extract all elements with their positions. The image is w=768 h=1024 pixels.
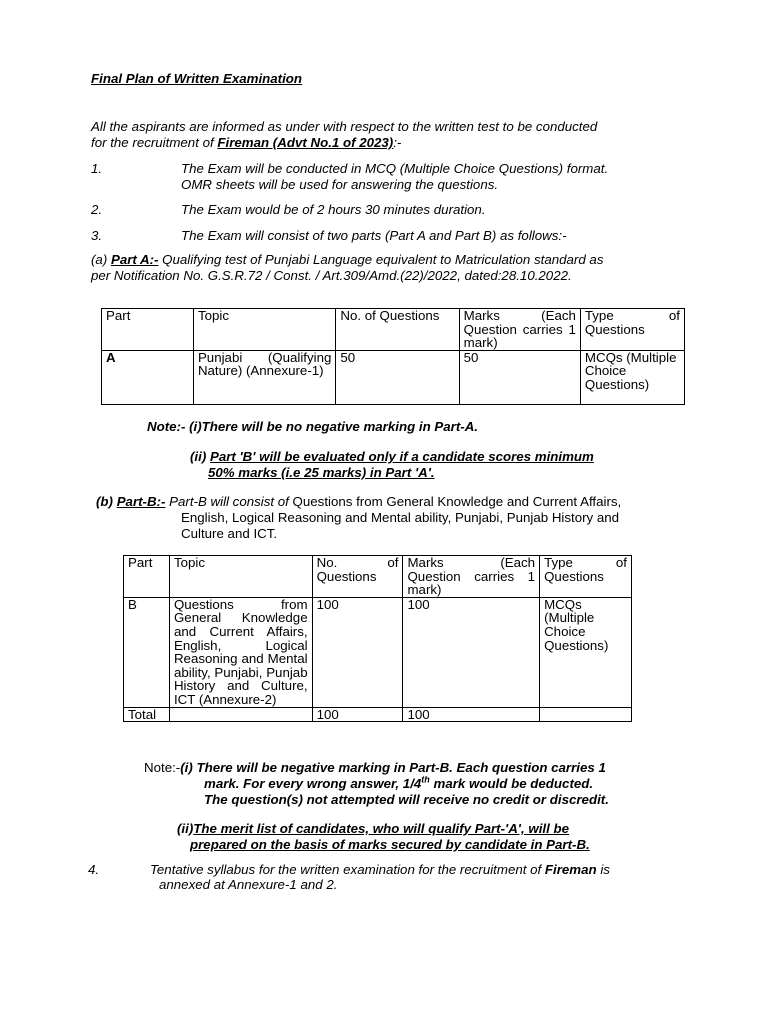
intro-line-1: All the aspirants are informed as under with respect to the written test to be conducted — [91, 119, 598, 134]
point-4-line-1 — [150, 862, 610, 878]
point-4-text: Tentative syllabus for the written examination for the recruitment of — [150, 862, 545, 877]
table-cell: Total — [124, 707, 170, 722]
note-b-i-line-2 — [204, 776, 593, 792]
note-b-ii-text: The merit list of candidates, who will qualify Part-'A', will be — [193, 821, 569, 836]
point-1-line-1: The Exam will be conducted in MCQ (Multiple Choice Questions) format. — [181, 161, 609, 176]
note-b-i-text-2b: mark would be deducted. — [429, 776, 594, 791]
point-4-number: 4. — [88, 862, 100, 877]
point-2-number: 2. — [91, 202, 103, 217]
table-header-row — [124, 556, 632, 598]
note-b-i-text-2a: mark. For every wrong answer, 1/4 — [204, 776, 422, 791]
table-cell: 100 — [312, 707, 403, 722]
point-4-line-2: annexed at Annexure-1 and 2. — [159, 877, 338, 892]
part-b-text: Questions from General Knowledge and Current Affairs, — [288, 494, 622, 509]
table-row — [124, 597, 632, 707]
table-cell: 50 — [459, 350, 580, 404]
note-b-ii-prefix: (ii) — [177, 821, 194, 836]
table-cell — [540, 707, 632, 722]
note-b-prefix: Note:- — [144, 760, 181, 775]
table-header-cell: Marks (Each Question carries 1 mark) — [459, 309, 580, 351]
intro-suffix: :- — [393, 135, 402, 150]
page-title: Final Plan of Written Examination — [91, 71, 303, 86]
table-cell — [169, 707, 312, 722]
note-b-i-line-1 — [144, 760, 606, 776]
table-part-a — [101, 308, 685, 405]
table-cell: 100 — [312, 597, 403, 707]
intro-post-name: Fireman (Advt No.1 of 2023) — [217, 135, 394, 150]
table-cell: B — [124, 597, 170, 707]
point-4-suffix: is — [596, 862, 610, 877]
table-header-cell: Part — [102, 309, 194, 351]
point-2-line-1: The Exam would be of 2 hours 30 minutes duration. — [181, 202, 486, 217]
intro-text: for the recruitment of — [91, 135, 218, 150]
table-row — [102, 350, 685, 404]
note-b-superscript: th — [421, 774, 430, 785]
note-b-ii-line-1 — [177, 821, 569, 837]
table-header-row — [102, 309, 685, 351]
table-cell: Questions from General Knowledge and Current Affairs, English, Logical Reasoning and Mental ability, Punjabi, Punjab History and Culture, ICT (Annexure-2) — [169, 597, 312, 707]
part-a-prefix: (a) — [91, 252, 111, 267]
part-a-text: Qualifying test of Punjabi Language equivalent to Matriculation standard as — [158, 252, 604, 267]
part-a-line-2: per Notification No. G.S.R.72 / Const. / Art.309/Amd.(22)/2022, dated:28.10.2022. — [91, 268, 572, 283]
table-cell: 100 — [403, 707, 540, 722]
part-b-line-1 — [96, 494, 621, 510]
note-a-ii-prefix: (ii) — [190, 449, 210, 464]
point-3-number: 3. — [91, 228, 103, 243]
note-b-i-text: (i) There will be negative marking in Part-B. Each question carries 1 — [180, 760, 606, 775]
part-b-line-2: English, Logical Reasoning and Mental ability, Punjabi, Punjab History and — [181, 510, 620, 525]
part-a-line-1 — [91, 252, 603, 268]
table-header-cell: No. of Questions — [336, 309, 459, 351]
note-b-ii-line-2: prepared on the basis of marks secured by candidate in Part-B. — [190, 837, 590, 852]
table-cell: MCQs (Multiple Choice Questions) — [540, 597, 632, 707]
table-header-cell: Part — [124, 556, 170, 598]
table-cell: 100 — [403, 597, 540, 707]
note-a-i: Note:- (i)There will be no negative marking in Part-A. — [147, 419, 478, 434]
table-part-b — [123, 555, 632, 722]
table-header-cell: No. of Questions — [312, 556, 403, 598]
note-b-i-line-3: The question(s) not attempted will receive no credit or discredit. — [204, 792, 609, 807]
table-header-cell: Marks (Each Question carries 1 mark) — [403, 556, 540, 598]
table-cell: A — [102, 350, 194, 404]
part-b-prefix: (b) — [96, 494, 117, 509]
part-b-label: Part-B:- — [116, 494, 166, 509]
point-1-number: 1. — [91, 161, 103, 176]
part-a-label: Part A:- — [110, 252, 159, 267]
part-b-italic-text: Part-B will consist of — [165, 494, 289, 509]
table-total-row — [124, 707, 632, 722]
point-4-post-name: Fireman — [544, 862, 597, 877]
point-1-line-2: OMR sheets will be used for answering the questions. — [181, 177, 499, 192]
table-cell: 50 — [336, 350, 459, 404]
table-header-cell: Type of Questions — [580, 309, 684, 351]
table-cell: Punjabi (Qualifying Nature) (Annexure-1) — [193, 350, 335, 404]
table-header-cell: Topic — [169, 556, 312, 598]
intro-line-2 — [91, 135, 401, 151]
table-cell: MCQs (Multiple Choice Questions) — [580, 350, 684, 404]
note-a-ii-text: Part 'B' will be evaluated only if a candidate scores minimum — [209, 449, 594, 464]
table-header-cell: Topic — [193, 309, 335, 351]
note-a-ii-line-1 — [190, 449, 594, 465]
point-3-line-1: The Exam will consist of two parts (Part A and Part B) as follows:- — [181, 228, 567, 243]
note-a-ii-line-2: 50% marks (i.e 25 marks) in Part 'A'. — [208, 465, 435, 480]
part-b-line-3: Culture and ICT. — [181, 526, 278, 541]
table-header-cell: Type of Questions — [540, 556, 632, 598]
